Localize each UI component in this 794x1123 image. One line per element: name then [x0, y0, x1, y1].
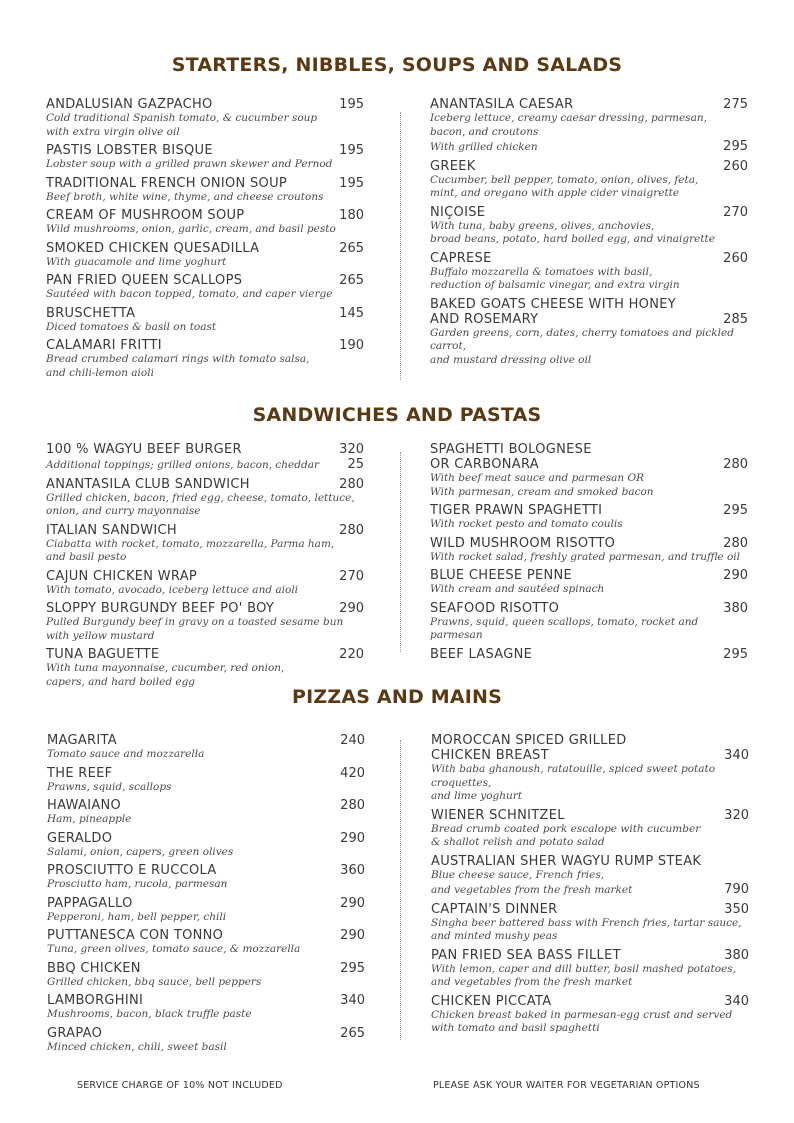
menu-item-price: 195 — [339, 97, 364, 112]
menu-item-description: Wild mushrooms, onion, garlic, cream, and basil pesto — [46, 223, 336, 235]
menu-item — [430, 205, 748, 247]
menu-item-description: With cream and sautéed spinach — [430, 583, 605, 595]
menu-item — [47, 961, 365, 990]
menu-item — [430, 601, 748, 643]
menu-item-row — [431, 748, 749, 763]
menu-item-name: AND ROSEMARY — [430, 311, 539, 327]
menu-item-description: Minced chicken, chili, sweet basil — [47, 1040, 227, 1053]
menu-item — [47, 896, 365, 925]
menu-item — [430, 568, 748, 597]
menu-item-name: 100 % WAGYU BEEF BURGER — [46, 442, 242, 457]
section-title-starters: STARTERS, NIBBLES, SOUPS AND SALADS — [171, 54, 623, 76]
menu-item-price: 340 — [724, 748, 749, 763]
menu-item-name: PAPPAGALLO — [47, 895, 133, 911]
menu-item-description: and lime yoghurt — [431, 790, 523, 802]
menu-item-description: Beef broth, white wine, thyme, and cheese croutons — [46, 190, 324, 203]
menu-item-name: PAN FRIED QUEEN SCALLOPS — [46, 273, 243, 288]
menu-item-price: 265 — [340, 1025, 365, 1041]
menu-item-description: Bread crumb coated pork escalope with cucumber — [431, 822, 701, 835]
menu-item-description: Prosciutto ham, rucola, parmesan — [47, 878, 228, 890]
menu-item-name: CHICKEN PICCATA — [431, 993, 552, 1009]
menu-item-description: onion, and curry mayonnaise — [46, 505, 201, 517]
menu-item — [430, 97, 748, 139]
section-title-pizzas: PIZZAS AND MAINS — [291, 686, 502, 708]
menu-item-row — [431, 994, 749, 1009]
menu-item-row — [47, 733, 365, 748]
menu-item-description: Blue cheese sauce, French fries, — [431, 868, 605, 881]
menu-item-description: Tomato sauce and mozzarella — [47, 748, 205, 760]
menu-item-row — [47, 1026, 365, 1041]
menu-item — [431, 854, 749, 883]
menu-item-description: with yellow mustard — [46, 629, 155, 642]
menu-item-row — [47, 831, 365, 846]
menu-item-price: 280 — [339, 476, 364, 492]
menu-item-name: SPAGHETTI BOLOGNESE — [430, 442, 592, 457]
menu-item-price: 145 — [339, 305, 364, 321]
menu-item-name: SEAFOOD RISOTTO — [430, 600, 560, 616]
menu-item-price: 280 — [340, 798, 365, 813]
menu-item-name: GREEK — [430, 158, 476, 174]
menu-column-sandwiches-right — [430, 442, 748, 666]
menu-item-price: 220 — [339, 647, 364, 662]
menu-item-description: Prawns, squid, scallops — [47, 780, 172, 793]
menu-item-row — [430, 312, 748, 327]
menu-item-price: 420 — [340, 765, 365, 781]
menu-column-starters-left — [46, 97, 364, 384]
menu-item-name: CAPTAIN'S DINNER — [431, 901, 558, 917]
menu-item-row — [430, 97, 748, 112]
menu-item-description: and vegetables from the fresh market — [431, 976, 633, 988]
menu-column-starters-right — [430, 97, 748, 371]
menu-item-price: 340 — [340, 993, 365, 1008]
menu-item-price: 280 — [339, 522, 364, 538]
menu-item — [46, 273, 364, 302]
menu-item — [46, 523, 364, 565]
footer-service-charge: SERVICE CHARGE OF 10% NOT INCLUDED — [77, 1080, 283, 1091]
menu-item-price: 285 — [723, 311, 748, 327]
menu-item-row — [430, 297, 748, 312]
menu-item-description: Chicken breast baked in parmesan-egg crust and served — [431, 1008, 733, 1021]
menu-item-row — [46, 523, 364, 538]
menu-item-name: AUSTRALIAN SHER WAGYU RUMP STEAK — [431, 853, 702, 869]
menu-item — [430, 139, 748, 155]
menu-item-row — [430, 647, 748, 662]
menu-item-row — [430, 503, 748, 518]
menu-item-name: WIENER SCHNITZEL — [431, 807, 565, 823]
menu-item-description: With guacamole and lime yoghurt — [46, 255, 227, 268]
menu-item-description: With tuna, baby greens, olives, anchovies, — [430, 219, 655, 232]
menu-item-row — [46, 273, 364, 288]
menu-item-name: CALAMARI FRITTI — [46, 338, 162, 353]
menu-item-description: With beef meat sauce and parmesan OR — [430, 472, 645, 484]
menu-item-name: CAJUN CHICKEN WRAP — [46, 568, 198, 584]
menu-item-description: With rocket salad, freshly grated parmesan, and truffle oil — [430, 550, 740, 563]
menu-item-row — [46, 647, 364, 662]
menu-item-description: and mustard dressing olive oil — [430, 353, 592, 366]
menu-item-name: LAMBORGHINI — [47, 993, 144, 1008]
menu-item — [430, 312, 748, 368]
menu-item-name: SLOPPY BURGUNDY BEEF PO' BOY — [46, 601, 275, 616]
menu-item-description: Bread crumbed calamari rings with tomato salsa, — [46, 353, 310, 365]
menu-item-description: Salami, onion, capers, green olives — [47, 845, 234, 858]
menu-item-description: With parmesan, cream and smoked bacon — [430, 485, 654, 498]
column-divider — [400, 112, 401, 380]
menu-item-price: 295 — [723, 139, 748, 154]
menu-item-row — [46, 143, 364, 158]
menu-item-price: 265 — [339, 240, 364, 256]
menu-item-price: 380 — [723, 600, 748, 616]
menu-item-description: With rocket pesto and tomato coulis — [430, 518, 623, 530]
menu-item-row — [430, 205, 748, 220]
menu-item-price: 280 — [723, 535, 748, 551]
menu-item-name: PAN FRIED SEA BASS FILLET — [431, 947, 621, 963]
menu-item-description: Mushrooms, bacon, black truffle paste — [47, 1008, 252, 1020]
menu-item-name: ANANTASILA CAESAR — [430, 97, 574, 112]
menu-item-description: and chili-lemon aioli — [46, 366, 154, 379]
menu-item-description: With lemon, caper and dill butter, basil mashed potatoes, — [431, 962, 736, 975]
menu-item-price: 350 — [724, 901, 749, 917]
menu-item-price: 270 — [339, 568, 364, 584]
menu-item-description: bacon, and croutons — [430, 125, 539, 138]
menu-item-row — [47, 993, 365, 1008]
menu-item — [431, 733, 749, 748]
menu-item-name: PUTTANESCA CON TONNO — [47, 928, 224, 943]
menu-item-price: 380 — [724, 947, 749, 963]
menu-item-row — [431, 902, 749, 917]
menu-item-description: Singha beer battered bass with French fries, tartar sauce, — [431, 916, 742, 929]
menu-item-row — [46, 477, 364, 492]
menu-item-name: ANDALUSIAN GAZPACHO — [46, 97, 213, 112]
menu-item-name: ITALIAN SANDWICH — [46, 522, 177, 538]
menu-item — [46, 569, 364, 598]
column-divider — [400, 452, 401, 652]
menu-item-description: and basil pesto — [46, 551, 127, 563]
menu-item-name: PASTIS LOBSTER BISQUE — [46, 143, 213, 158]
menu-item-price: 265 — [339, 273, 364, 288]
menu-item-row — [46, 176, 364, 191]
menu-item — [46, 176, 364, 205]
menu-item-price: 290 — [340, 830, 365, 846]
menu-item-description: broad beans, potato, hard boiled egg, and vinaigrette — [430, 233, 715, 245]
menu-item-row — [431, 948, 749, 963]
menu-item-name: WILD MUSHROOM RISOTTO — [430, 535, 616, 551]
menu-item-row — [47, 961, 365, 976]
menu-item-description: Buffalo mozzarella & tomatoes with basil, — [430, 265, 653, 278]
menu-item-name: GERALDO — [47, 830, 113, 846]
menu-item-description: With tomato, avocado, iceberg lettuce and aioli — [46, 583, 299, 596]
menu-item-price: 275 — [723, 97, 748, 112]
menu-item-row — [47, 798, 365, 813]
menu-item — [46, 647, 364, 689]
menu-item-name: THE REEF — [47, 765, 113, 781]
menu-item-name: HAWAIANO — [47, 798, 122, 813]
menu-item-description: with extra virgin olive oil — [46, 125, 180, 138]
menu-item-name: OR CARBONARA — [430, 457, 539, 472]
menu-item-row — [46, 338, 364, 353]
menu-item — [46, 457, 364, 473]
menu-item-description: Cucumber, bell pepper, tomato, onion, olives, feta, — [430, 173, 699, 186]
menu-item-description: and minted mushy peas — [431, 930, 558, 942]
menu-item-name: CHICKEN BREAST — [431, 748, 549, 763]
menu-item-row — [430, 139, 748, 155]
menu-item — [46, 601, 364, 643]
menu-item-name: NIÇOISE — [430, 204, 486, 220]
menu-item-name: TIGER PRAWN SPAGHETTI — [430, 503, 603, 518]
menu-item-price: 320 — [339, 442, 364, 457]
menu-item — [46, 97, 364, 139]
menu-item-row — [47, 863, 365, 878]
menu-item — [431, 948, 749, 990]
menu-item-row — [431, 854, 749, 869]
menu-item — [46, 442, 364, 457]
menu-item — [431, 902, 749, 944]
menu-item-price: 290 — [340, 895, 365, 911]
menu-item — [46, 241, 364, 270]
menu-item-description: Pepperoni, ham, bell pepper, chili — [47, 910, 227, 923]
menu-item-description: Ciabatta with rocket, tomato, mozzarella, Parma ham, — [46, 537, 335, 550]
menu-item-price: 180 — [339, 208, 364, 223]
menu-item-name: PROSCIUTTO E RUCCOLA — [47, 863, 217, 878]
menu-item-name: GRAPAO — [47, 1025, 103, 1041]
menu-item — [430, 503, 748, 532]
menu-item — [46, 306, 364, 335]
menu-item-description: Cold traditional Spanish tomato, & cucumber soup — [46, 112, 318, 124]
menu-item-description: Ham, pineapple — [47, 813, 132, 825]
menu-item-price: 190 — [339, 338, 364, 353]
menu-item — [47, 928, 365, 957]
menu-item-description: Grilled chicken, bbq sauce, bell peppers — [47, 975, 262, 988]
menu-item-description: capers, and hard boiled egg — [46, 675, 196, 688]
menu-item-price: 260 — [723, 250, 748, 266]
menu-item-row — [47, 766, 365, 781]
menu-column-pizzas-right — [431, 733, 749, 1040]
menu-item-price: 320 — [724, 807, 749, 823]
menu-item — [47, 993, 365, 1022]
menu-item-price: 240 — [340, 733, 365, 748]
menu-item — [430, 159, 748, 201]
menu-item-description: With baba ghanoush, ratatouille, spiced sweet potato croquettes, — [431, 763, 716, 789]
menu-item — [430, 442, 748, 457]
menu-item-row — [430, 536, 748, 551]
menu-item-description: Sautéed with bacon topped, tomato, and caper vierge — [46, 288, 333, 300]
menu-item-description: Prawns, squid, queen scallops, tomato, rocket and parmesan — [430, 615, 699, 641]
section-title-sandwiches: SANDWICHES AND PASTAS — [252, 404, 542, 426]
menu-item-price: 290 — [723, 568, 748, 583]
menu-item-row — [47, 896, 365, 911]
menu-item-row — [46, 569, 364, 584]
menu-item-price: 195 — [339, 175, 364, 191]
menu-column-pizzas-left — [47, 733, 365, 1058]
menu-item — [430, 647, 748, 662]
menu-item-name: CAPRESE — [430, 250, 492, 266]
menu-item-row — [46, 241, 364, 256]
menu-item-price: 340 — [724, 993, 749, 1009]
menu-item — [430, 457, 748, 499]
menu-item-row — [47, 928, 365, 943]
menu-item — [430, 536, 748, 565]
menu-item-row — [46, 442, 364, 457]
menu-item-name: BRUSCHETTA — [46, 305, 136, 321]
menu-item-row — [431, 882, 749, 898]
menu-item-description: Grilled chicken, bacon, fried egg, cheese, tomato, lettuce, — [46, 491, 355, 504]
menu-item-name: TRADITIONAL FRENCH ONION SOUP — [46, 175, 288, 191]
menu-item — [431, 994, 749, 1036]
menu-item — [430, 251, 748, 293]
menu-item-description: reduction of balsamic vinegar, and extra virgin — [430, 279, 680, 291]
menu-item — [431, 808, 749, 850]
menu-item-row — [430, 568, 748, 583]
menu-item-price: 295 — [340, 960, 365, 976]
menu-column-sandwiches-left — [46, 442, 364, 693]
menu-item-name: BBQ CHICKEN — [47, 960, 141, 976]
menu-item-row — [430, 159, 748, 174]
menu-item-name: TUNA BAGUETTE — [46, 647, 160, 662]
menu-item-name: BAKED GOATS CHEESE WITH HONEY — [430, 296, 676, 312]
footer-vegetarian-note: PLEASE ASK YOUR WAITER FOR VEGETARIAN OPTIONS — [433, 1080, 700, 1091]
menu-item-price: 295 — [723, 646, 748, 662]
menu-item-price: 295 — [723, 503, 748, 518]
menu-item — [47, 831, 365, 860]
menu-item-row — [430, 442, 748, 457]
menu-item — [47, 733, 365, 762]
menu-item — [47, 1026, 365, 1055]
menu-item-name: ANANTASILA CLUB SANDWICH — [46, 476, 250, 492]
menu-item-description: and vegetables from the fresh market — [431, 884, 633, 896]
menu-item-row — [46, 97, 364, 112]
menu-item-description: With tuna mayonnaise, cucumber, red onion, — [46, 662, 285, 674]
column-divider — [400, 740, 401, 1040]
menu-item — [46, 208, 364, 237]
menu-item-row — [430, 457, 748, 472]
menu-item-price: 195 — [339, 143, 364, 158]
menu-item-row — [46, 208, 364, 223]
menu-item-name: BLUE CHEESE PENNE — [430, 568, 573, 583]
menu-item-row — [46, 601, 364, 616]
menu-item-description: Tuna, green olives, tomato sauce, & mozzarella — [47, 943, 301, 955]
menu-item-description: Additional toppings; grilled onions, bacon, cheddar — [46, 459, 319, 471]
menu-item — [431, 748, 749, 804]
menu-item-price: 260 — [723, 158, 748, 174]
menu-item-price: 25 — [347, 457, 364, 472]
menu-item — [431, 882, 749, 898]
menu-item-row — [431, 808, 749, 823]
menu-item-description: mint, and oregano with apple cider vinaigrette — [430, 187, 680, 199]
menu-item-price: 360 — [340, 863, 365, 878]
menu-item-description: with tomato and basil spaghetti — [431, 1022, 600, 1034]
menu-item — [47, 766, 365, 795]
menu-item-row — [46, 457, 364, 473]
menu-item — [47, 863, 365, 892]
menu-item-name: MAGARITA — [47, 733, 117, 748]
menu-item — [47, 798, 365, 827]
menu-item-name: CREAM OF MUSHROOM SOUP — [46, 208, 245, 223]
menu-item-price: 280 — [723, 457, 748, 472]
menu-item-description: Iceberg lettuce, creamy caesar dressing, parmesan, — [430, 112, 707, 124]
menu-item — [430, 297, 748, 312]
menu-item-row — [430, 251, 748, 266]
menu-item — [46, 477, 364, 519]
menu-item-description: Pulled Burgundy beef in gravy on a toasted sesame bun — [46, 616, 344, 628]
menu-item — [46, 338, 364, 380]
menu-item-name: BEEF LASAGNE — [430, 646, 533, 662]
menu-item-name: MOROCCAN SPICED GRILLED — [431, 733, 627, 748]
menu-item-description: Lobster soup with a grilled prawn skewer and Pernod — [46, 158, 333, 170]
menu-item-price: 790 — [724, 882, 749, 897]
menu-item-name: SMOKED CHICKEN QUESADILLA — [46, 240, 260, 256]
menu-item-row — [46, 306, 364, 321]
menu-item-row — [431, 733, 749, 748]
menu-item-description: With grilled chicken — [430, 141, 538, 153]
menu-item-price: 270 — [723, 204, 748, 220]
menu-item-row — [430, 601, 748, 616]
menu-item — [46, 143, 364, 172]
menu-item-price: 290 — [339, 601, 364, 616]
menu-item-description: Diced tomatoes & basil on toast — [46, 320, 217, 333]
menu-item-description: & shallot relish and potato salad — [431, 836, 605, 848]
menu-item-description: Garden greens, corn, dates, cherry tomatoes and pickled carrot, — [430, 326, 734, 352]
menu-item-price: 290 — [340, 928, 365, 943]
